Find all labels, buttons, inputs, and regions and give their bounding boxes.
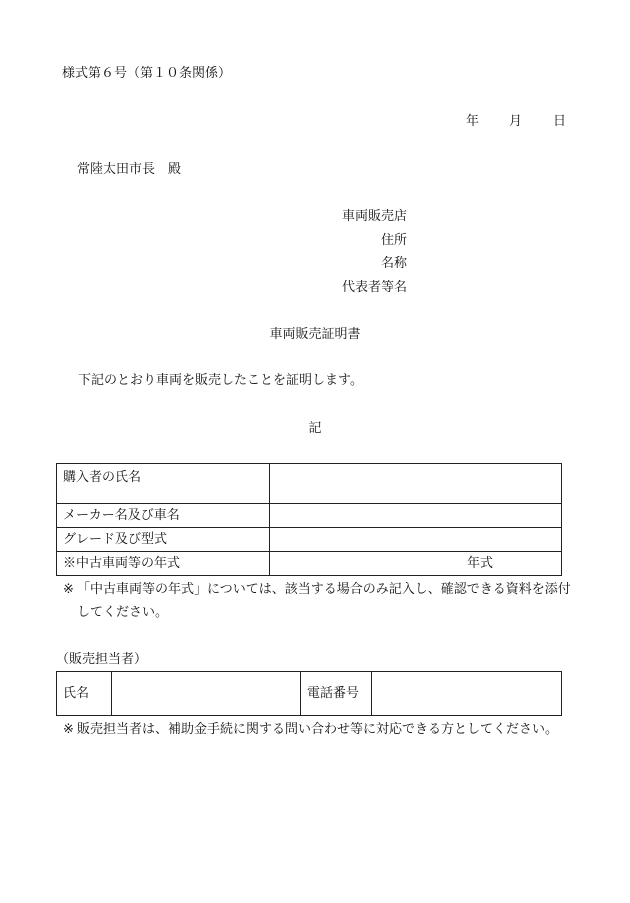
buyer-name-label: 購入者の氏名 <box>57 464 270 504</box>
form-number: 様式第６号（第１０条関係） <box>62 66 232 81</box>
note-mark: ※ <box>63 722 74 737</box>
dealer-address-label: 住所 <box>380 233 407 248</box>
maker-model-value[interactable] <box>270 504 562 528</box>
document-title: 車両販売証明書 <box>269 327 361 342</box>
dealer-name-label: 名称 <box>380 256 407 271</box>
note-vehicle-year <box>63 578 578 624</box>
dealer-heading: 車両販売店 <box>341 209 407 224</box>
sales-contact-heading: （販売担当者） <box>56 652 148 667</box>
dealer-representative-label: 代表者等名 <box>341 280 407 295</box>
table-row <box>57 672 562 716</box>
statement: 下記のとおり車両を販売したことを証明します。 <box>78 373 363 388</box>
vehicle-table <box>56 463 562 576</box>
sales-phone-value[interactable] <box>372 672 562 716</box>
note-sales-contact <box>63 718 578 741</box>
buyer-name-value[interactable] <box>270 464 562 504</box>
table-row <box>57 504 562 528</box>
table-row <box>57 528 562 552</box>
maker-model-label: メーカー名及び車名 <box>57 504 270 528</box>
used-vehicle-year-label: ※中古車両等の年式 <box>57 552 270 576</box>
note-mark: ※ <box>63 582 74 597</box>
grade-type-label: グレード及び型式 <box>57 528 270 552</box>
grade-type-value[interactable] <box>270 528 562 552</box>
date-day-label: 日 <box>553 114 567 129</box>
addressee: 常陸太田市長 殿 <box>77 162 182 177</box>
sales-name-label: 氏名 <box>57 672 112 716</box>
sales-contact-table <box>56 671 562 716</box>
note-text: 販売担当者は、補助金手続に関する問い合わせ等に対応できる方としてください。 <box>77 722 559 737</box>
date-year-label: 年 <box>466 114 480 129</box>
ki-heading: 記 <box>308 421 322 436</box>
sales-phone-label: 電話番号 <box>301 672 372 716</box>
used-vehicle-year-value[interactable]: 年式 <box>270 552 562 576</box>
date-month-label: 月 <box>509 114 523 129</box>
sales-name-value[interactable] <box>112 672 301 716</box>
note-text: 「中古車両等の年式」については、該当する場合のみ記入し、確認できる資料を添付してください。 <box>77 582 571 620</box>
table-row <box>57 464 562 504</box>
table-row <box>57 552 562 576</box>
